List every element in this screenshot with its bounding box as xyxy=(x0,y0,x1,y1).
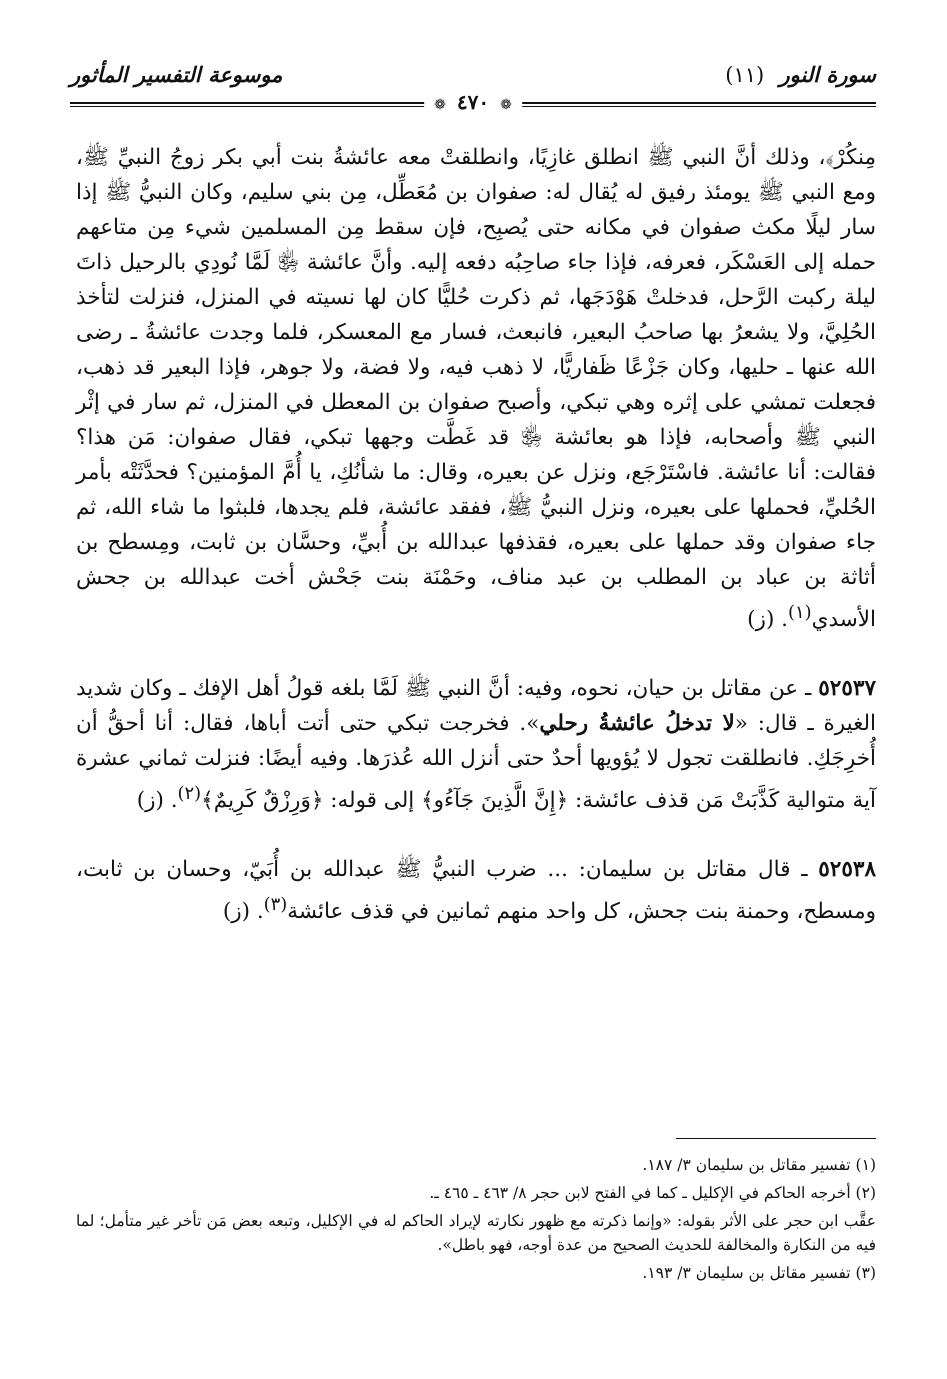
paragraph xyxy=(76,140,876,637)
footnote-ref: (٣) xyxy=(263,894,288,916)
source-code: . (ز) xyxy=(136,788,178,814)
book-title: موسوعة التفسير المأثور xyxy=(70,62,283,87)
footnote-ref: (١) xyxy=(788,602,812,623)
paragraph-text: ». فخرجت تبكي حتى أتت أباها، فقال: أنا أحقُّ أن أُخرِجَكِ. فانطلقت تجول لا يُؤويها أحدٌ حتى أنزل الله عُذرَها. وفيه أيضًا: فنزلت ثماني عشرة آية متوالية كَذَّبَتْ مَن قذف عائشة: ﴿إِنَّ الَّذِينَ جَآءُو﴾ إلى قوله: ﴿وَرِزْقٌ كَرِيمٌ﴾ xyxy=(76,711,876,814)
page-number: ٤٧٠ xyxy=(456,90,490,114)
ornament-icon: ❁ xyxy=(500,97,512,113)
quote-bold: لا تدخلُ عائشةُ رحلي xyxy=(539,711,735,737)
footnote-ref: (٢) xyxy=(177,783,202,805)
surah-header xyxy=(725,62,876,87)
athar-number: ٥٢٥٣٨ xyxy=(818,857,876,883)
ornament-icon: ❁ xyxy=(434,97,446,113)
source-code: . (ز) xyxy=(747,607,788,633)
athar-number: ٥٢٥٣٧ xyxy=(818,676,876,702)
footnote: عقَّب ابن حجر على الأثر بقوله: «وإنما ذكرته مع ظهور نكارته لإيراد الحاكم له في الإكليل، وتبعه بعض مَن تأخر غير متأمل؛ لما فيه من النكارة والمخالفة للحديث الصحيح من عدة أوجه، فهو باطل». xyxy=(76,1212,876,1254)
paragraph-text: ـ عن مقاتل بن حيان، نحوه، وفيه: أنَّ النبي ﷺ لَمَّا بلغه قولُ أهل الإفك ـ وكان شديد الغيرة ـ قال: « xyxy=(76,676,876,737)
footnote-rule xyxy=(676,1138,876,1139)
footnotes xyxy=(76,1153,876,1289)
surah-number: (١١) xyxy=(725,63,765,87)
paragraph-text: مِنكُرْ﴾، وذلك أنَّ النبي ﷺ انطلق غازِيًا، وانطلقتْ معه عائشةُ بنت أبي بكر زوجُ النبيِّ ﷺ، ومع النبي ﷺ يومئذ رفيق له يُقال له: صفوان بن مُعَطِّل، مِن بني سليم، وكان النبيُّ ﷺ إذا سار ليلًا مكث صفوان في مكانه حتى يُصبِح، فإن سقط مِن المسلمين شيء مِن متاعهم حمله إلى العَسْكَر، فعرفه، فإذا جاء صاحِبُه دفعه إليه. وأنَّ عائشة ﵂ لَمَّا نُودِي بالرحيل ذاتَ ليلة ركبت الرَّحل، فدخلتْ هَوْدَجَها، ثم ذكرت حُليًّا كان لها نسيته في المنزل، فنزلت لتأخذ الحُلِيَّ، ولا يشعرُ بها صاحبُ البعير، فانبعث، فسار مع المعسكر، فلما وجدت عائشةُ ـ رضى الله عنها ـ حليها، وكان جَزْعًا ظَفاريًّا، لا ذهب فيه، ولا فضة، ولا جوهر، فإذا البعير قد ذهب، فجعلت تمشي على إثره وهي تبكي، وأصبح صفوان بن المعطل في المنزل، ثم سار في إثْر النبي ﷺ وأصحابه، فإذا هو بعائشة ﵂ قد غَطَّت وجهها تبكي، فقال صفوان: مَن هذا؟ فقالت: أنا عائشة. فاسْتَرْجَع، ونزل عن بعيره، وقال: ما شأنُكِ، يا أُمَّ المؤمنين؟ فحدَّثَتْه بأمر الحُليِّ، فحملها على بعيره، ونزل النبيُّ ﷺ، ففقد عائشة، فلم يجدها، فلبثوا ما شاء الله، ثم جاء صفوان وقد حملها على بعيره، فقذفها عبدالله بن أُبيِّ، وحسَّان بن ثابت، ومِسطح بن أثاثة بن عباد بن المطلب بن عبد مناف، وحَمْنَة بنت جَحْش أخت عبدالله بن جحش الأسدي xyxy=(76,145,876,633)
paragraph xyxy=(76,671,876,818)
paragraph xyxy=(76,852,876,929)
source-code: . (ز) xyxy=(222,899,264,925)
footnote: (٣) تفسير مقاتل بن سليمان ٣/ ١٩٣. xyxy=(642,1264,876,1282)
running-header xyxy=(70,60,876,114)
footnote: (٢) أخرجه الحاكم في الإكليل ـ كما في الفتح لابن حجر ٨/ ٤٦٣ ـ ٤٦٥ ـ. xyxy=(429,1184,876,1202)
main-text xyxy=(76,140,876,929)
surah-name: سورة النور xyxy=(779,62,876,87)
footnote: (١) تفسير مقاتل بن سليمان ٣/ ١٨٧. xyxy=(642,1156,876,1174)
page-number-box xyxy=(424,90,522,114)
paragraph-text: ـ قال مقاتل بن سليمان: ... ضرب النبيُّ ﷺ عبدالله بن أُبَيّ، وحسان بن ثابت، ومسطح، وحمنة بنت جحش، كل واحد منهم ثمانين في قذف عائشة xyxy=(76,857,876,925)
